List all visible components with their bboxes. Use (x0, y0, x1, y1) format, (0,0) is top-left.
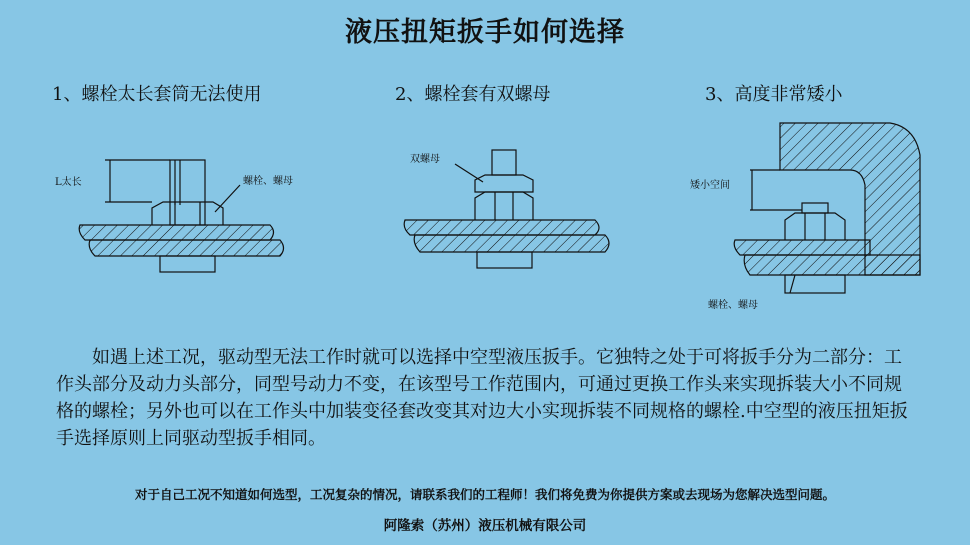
case-3-caption: 3、高度非常矮小 (705, 84, 843, 105)
page-title: 液压扭矩扳手如何选择 (345, 17, 625, 48)
part-label-2: 双螺母 (410, 154, 440, 165)
diagram-long-bolt (55, 140, 293, 280)
case-2-caption: 2、螺栓套有双螺母 (395, 84, 551, 105)
part-label-1: 螺栓、螺母 (243, 176, 293, 187)
company-name: 阿隆索（苏州）液压机械有限公司 (383, 518, 587, 534)
part-label-3: 螺栓、螺母 (708, 300, 758, 311)
contact-note: 对于自己工况不知道如何选型，工况复杂的情况，请联系我们的工程师！我们将免费为你提供方案或去现场为您解决选型问题。 (134, 487, 835, 502)
diagram-double-nut (395, 140, 615, 280)
length-label: L太长 (55, 177, 82, 188)
diagram-low-clearance (690, 115, 930, 320)
description-paragraph: 如遇上述工况，驱动型无法工作时就可以选择中空型液压扳手。它独特之处于可将扳手分为二部分：工作头部分及动力头部分，同型号动力不变，在该型号工作范围内，可通过更换工作头来实现拆装大小不同规格的螺栓；另外也可以在工作头中加装变径套改变其对边大小实现拆装不同规格的螺栓.中空型的液压扭矩扳手选择原则上同驱动型扳手相同。 (56, 347, 908, 449)
height-label: 矮小空间 (690, 180, 730, 191)
case-1-caption: 1、螺栓太长套筒无法使用 (52, 84, 262, 105)
